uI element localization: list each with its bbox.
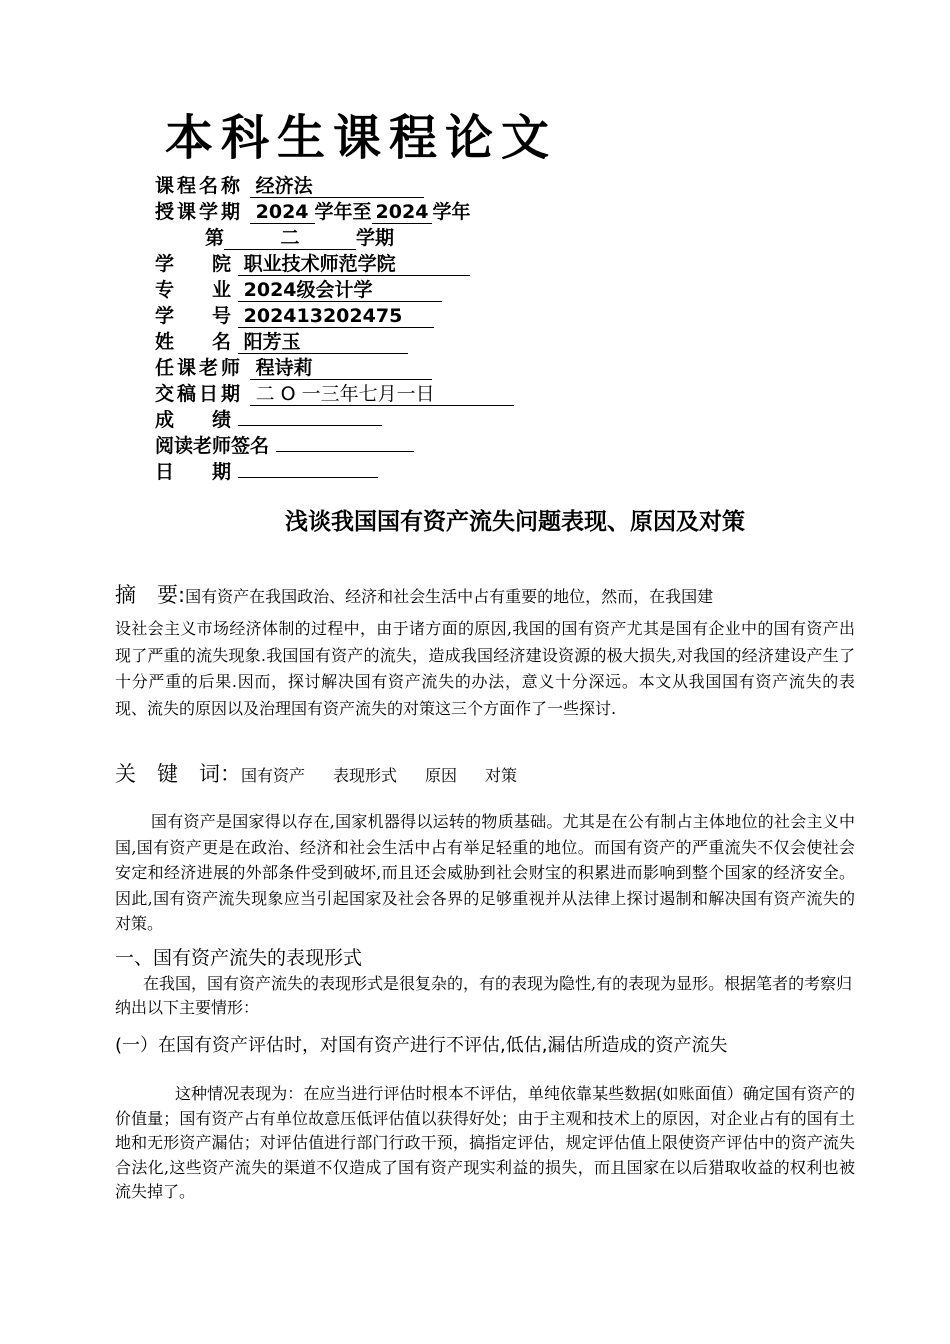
- cover-info-block: [155, 173, 514, 485]
- abstract-first-text: 国有资产在我国政治、经济和社会生活中占有重要的地位，然而，在我国建: [185, 587, 714, 606]
- grade-label: 成 绩: [155, 409, 232, 431]
- abstract-first-line: 摘 要:国有资产在我国政治、经济和社会生活中占有重要的地位，然而，在我国建: [115, 583, 714, 607]
- keyword-item: 国有资产: [241, 766, 306, 785]
- abstract-label: 摘 要: [115, 583, 178, 607]
- student-id-row: [155, 303, 514, 329]
- college-label: 学 院: [155, 253, 232, 275]
- keywords-label: 关 键 词: [115, 762, 220, 786]
- name-label: 姓 名: [155, 331, 232, 353]
- reviewer-label: 阅读老师签名: [155, 435, 270, 457]
- course-name-row: [155, 173, 514, 199]
- keyword-item: 对策: [485, 766, 518, 785]
- term-row: [155, 199, 514, 225]
- cover-title: 本科生课程论文: [165, 110, 558, 166]
- submit-date-row: [155, 381, 514, 407]
- submit-date-label: 交稿日期: [155, 383, 244, 405]
- date-row: [155, 459, 514, 485]
- term-year-start: 2024: [250, 201, 315, 224]
- name-value: 阳芳玉: [238, 331, 408, 354]
- teacher-label: 任课老师: [155, 357, 244, 379]
- section1-paragraph: 在我国，国有资产流失的表现形式是很复杂的，有的表现为隐性,有的表现为显形。根据笔者的考察归纳出以下主要情形：: [115, 974, 853, 1017]
- term-label: 授课学期: [155, 201, 244, 223]
- submit-date-value: 二 О 一三年七月一日: [250, 383, 514, 406]
- semester-prefix: 第: [205, 227, 225, 249]
- subsection1-paragraph: 这种情况表现为：在应当进行评估时根本不评估，单纯依靠某些数据(如账面值）确定国有资产的价值量；国有资产占有单位故意压低评估值以获得好处；由于主观和技术上的原因，对企业占有的国有土地和无形资产漏估；对评估值进行部门行政干预，搞指定评估，规定评估值上限使资产评估中的资产流失合法化,这些资产流失的渠道不仅造成了国有资产现实利益的损失，而且国家在以后猎取收益的权利也被流失掉了。: [115, 1084, 855, 1201]
- teacher-value: 程诗莉: [250, 357, 432, 380]
- student-id-value: 202413202475: [238, 305, 434, 328]
- teacher-row: [155, 355, 514, 381]
- keyword-item: 原因: [425, 766, 458, 785]
- major-label: 专 业: [155, 279, 232, 301]
- college-row: [155, 251, 514, 277]
- name-row: [155, 329, 514, 355]
- reviewer-value: [276, 451, 414, 452]
- semester-value: 二: [224, 227, 356, 250]
- abstract-text: 设社会主义市场经济体制的过程中，由于诸方面的原因,我国的国有资产尤其是国有企业中的国有资产出现了严重的流失现象.我国国有资产的流失，造成我国经济建设资源的极大损失,对我国的经济建设产生了十分严重的后果.因而，探讨解决国有资产流失的办法，意义十分深远。本文从我国国有资产流失的表现、流失的原因以及治理国有资产流失的对策这三个方面作了一些探讨.: [115, 619, 855, 718]
- keyword-item: 表现形式: [333, 766, 398, 785]
- date-value: [238, 477, 378, 478]
- course-name-label: 课程名称: [155, 175, 244, 197]
- date-label: 日 期: [155, 461, 232, 483]
- reviewer-row: [155, 433, 514, 459]
- grade-value: [238, 425, 382, 426]
- major-row: [155, 277, 514, 303]
- semester-row: [155, 225, 514, 251]
- major-value: 2024级会计学: [238, 279, 442, 302]
- section1-heading: 一、国有资产流失的表现形式: [115, 947, 363, 969]
- student-id-label: 学 号: [155, 305, 232, 327]
- intro-paragraph: 国有资产是国家得以存在,国家机器得以运转的物质基础。尤其是在公有制占主体地位的社会主义中国,国有资产更是在政治、经济和社会生活中占有举足轻重的地位。而国有资产的严重流失不仅会使社会安定和经济进展的外部条件受到破坏,而且还会威胁到社会财宝的积累进而影响到整个国家的经济安全。因此,国有资产流失现象应当引起国家及社会各界的足够重视并从法律上探讨遏制和解决国有资产流失的对策。: [115, 812, 855, 933]
- term-year-end: 2024: [372, 201, 433, 224]
- term-mid-text: 学年至: [314, 201, 372, 223]
- grade-row: [155, 407, 514, 433]
- term-end-text: 学年: [432, 201, 471, 223]
- course-name-value: 经济法: [250, 175, 424, 198]
- semester-suffix: 学期: [356, 227, 395, 249]
- paper-title: 浅谈我国国有资产流失问题表现、原因及对策: [285, 509, 745, 535]
- subsection1-heading: (一）在国有资产评估时，对国有资产进行不评估,低估,漏估所造成的资产流失: [115, 1035, 728, 1056]
- college-value: 职业技术师范学院: [238, 253, 470, 276]
- keywords-line: 关 键 词：国有资产 表现形式 原因 对策: [115, 762, 518, 786]
